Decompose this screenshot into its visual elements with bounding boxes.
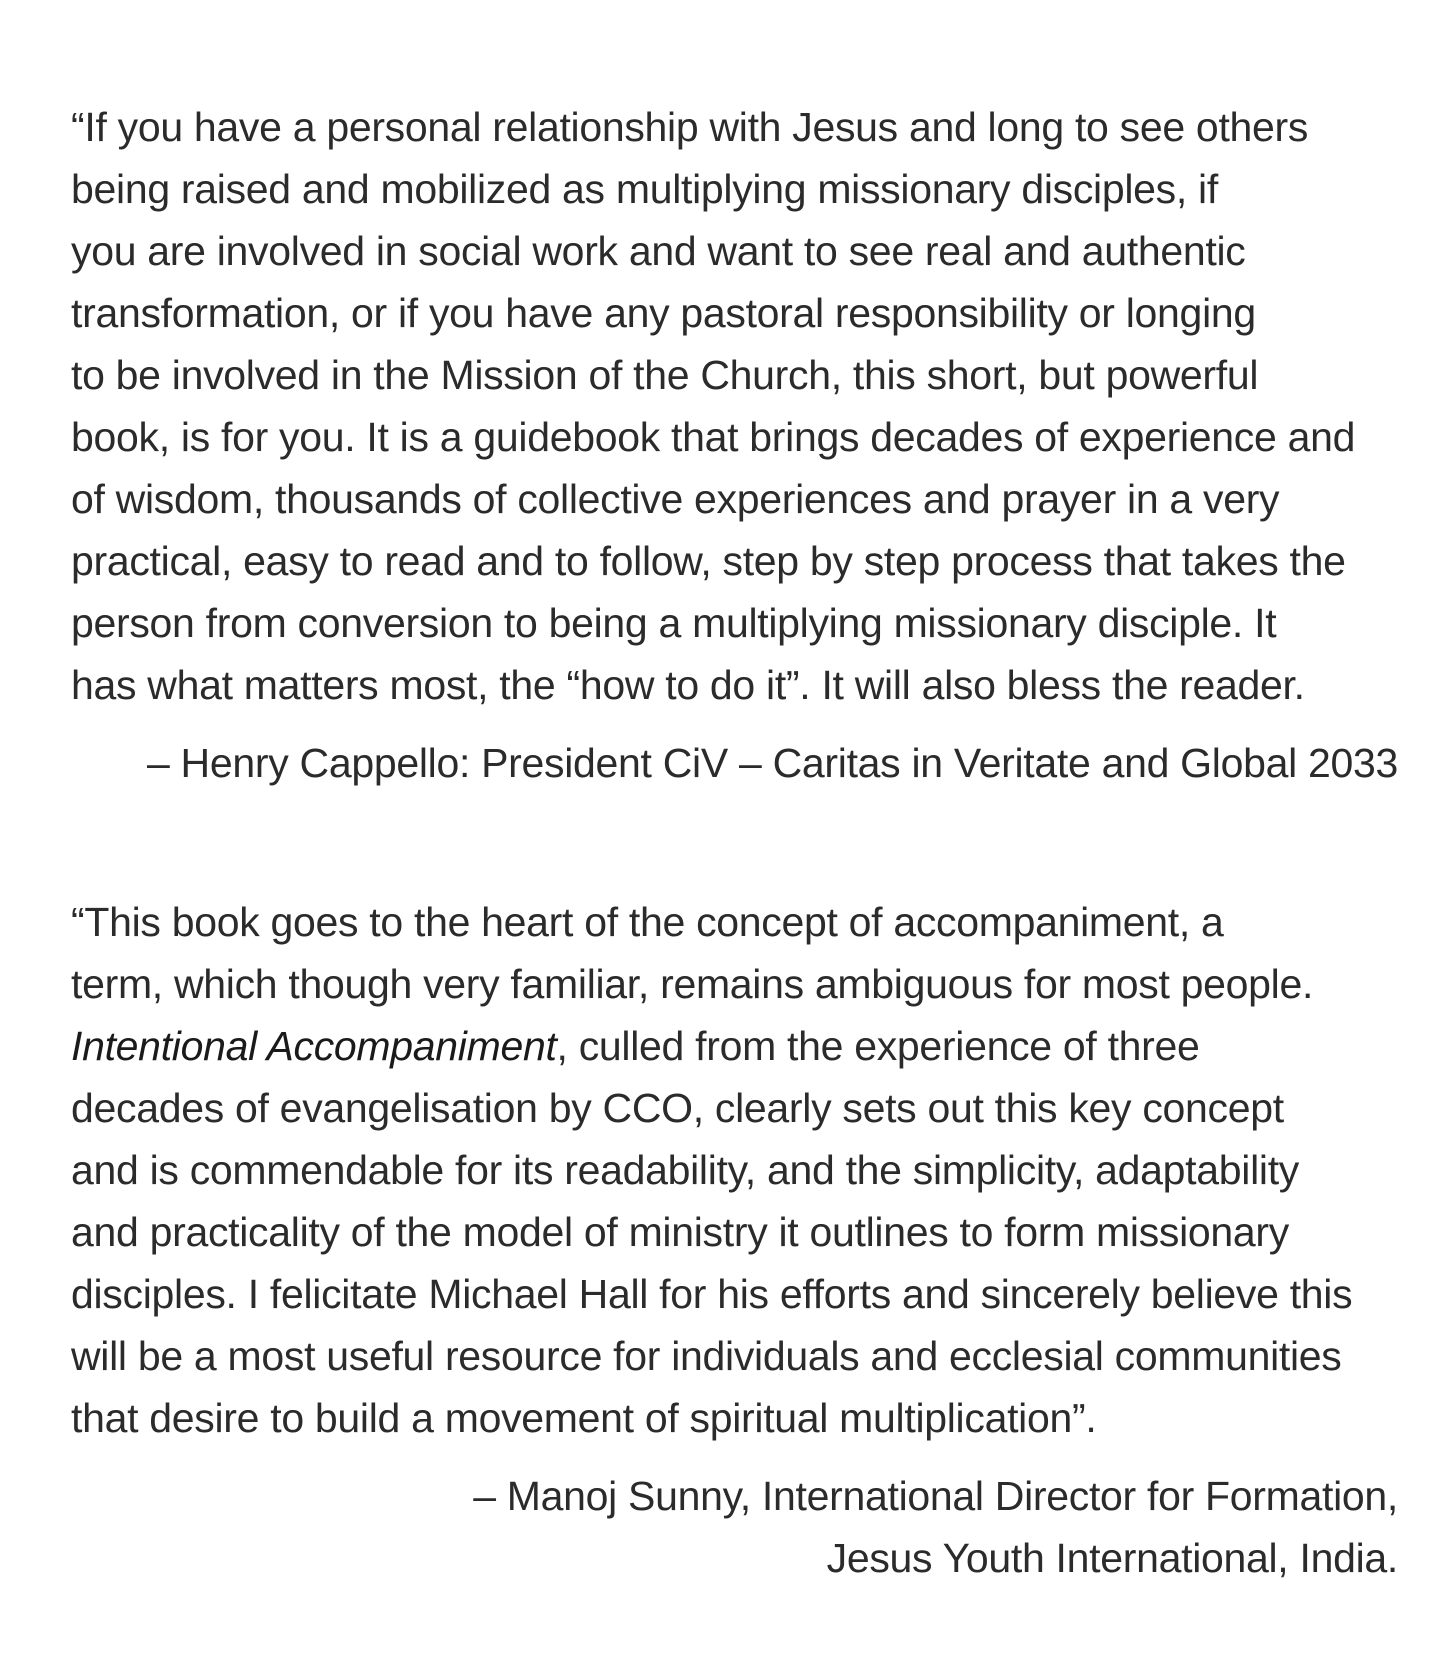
endorsement-quote-sunny bbox=[71, 891, 1401, 1589]
quote-text-line: disciples. I felicitate Michael Hall for his efforts and sincerely believe this bbox=[71, 1271, 1353, 1317]
quote-text-line: decades of evangelisation by CCO, clearly sets out this key concept bbox=[71, 1085, 1284, 1131]
quote-text-line: being raised and mobilized as multiplying missionary disciples, if bbox=[71, 166, 1218, 212]
quote-text-line: “If you have a personal relationship with Jesus and long to see others bbox=[71, 104, 1309, 150]
quote-text-line: “This book goes to the heart of the concept of accompaniment, a bbox=[71, 899, 1224, 945]
quote-text-line: transformation, or if you have any pastoral responsibility or longing bbox=[71, 290, 1256, 336]
quote-attribution-affiliation: Jesus Youth International, India. bbox=[826, 1535, 1398, 1581]
quote-text-line: you are involved in social work and want to see real and authentic bbox=[71, 228, 1246, 274]
quote-text-line: will be a most useful resource for individuals and ecclesial communities bbox=[71, 1333, 1342, 1379]
quote-text-line: book, is for you. It is a guidebook that brings decades of experience and bbox=[71, 414, 1356, 460]
endorsement-quote-cappello bbox=[71, 96, 1401, 794]
quote-text-line: of wisdom, thousands of collective experiences and prayer in a very bbox=[71, 476, 1280, 522]
quote-text-line: has what matters most, the “how to do it”. It will also bless the reader. bbox=[71, 662, 1305, 708]
quote-text-line: that desire to build a movement of spiritual multiplication”. bbox=[71, 1395, 1097, 1441]
quote-text-line: person from conversion to being a multiplying missionary disciple. It bbox=[71, 600, 1277, 646]
quote-text-segment: , culled from the experience of three bbox=[556, 1023, 1200, 1069]
quote-attribution: – Manoj Sunny, International Director for Formation, bbox=[473, 1473, 1398, 1519]
quote-text-line: to be involved in the Mission of the Church, this short, but powerful bbox=[71, 352, 1259, 398]
quote-attribution: – Henry Cappello: President CiV – Caritas in Veritate and Global 2033 bbox=[146, 740, 1398, 786]
quote-text-line-with-title bbox=[71, 1015, 1401, 1077]
quote-text-line: term, which though very familiar, remains ambiguous for most people. bbox=[71, 961, 1314, 1007]
quote-text-line: and is commendable for its readability, and the simplicity, adaptability bbox=[71, 1147, 1299, 1193]
quote-text-line: and practicality of the model of ministry it outlines to form missionary bbox=[71, 1209, 1289, 1255]
quote-text-line: practical, easy to read and to follow, step by step process that takes the bbox=[71, 538, 1346, 584]
book-title: Intentional Accompaniment bbox=[71, 1023, 557, 1069]
